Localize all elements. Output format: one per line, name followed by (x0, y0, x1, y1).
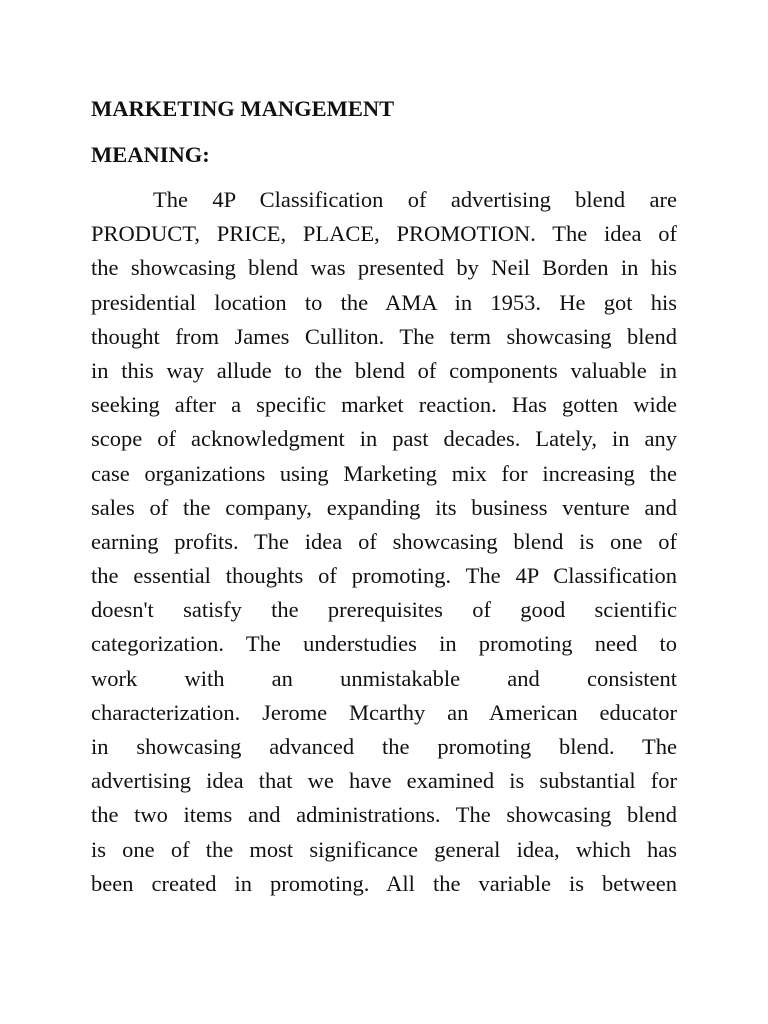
paragraph-line: the essential thoughts of promoting. The 4P Classification (91, 563, 677, 589)
paragraph-line: presidential location to the AMA in 1953. He got his (91, 289, 677, 315)
paragraph-line: scope of acknowledgment in past decades. Lately, in any (91, 426, 677, 452)
paragraph-line: case organizations using Marketing mix for increasing the (91, 460, 677, 486)
paragraph-line: the two items and administrations. The showcasing blend (91, 802, 677, 828)
paragraph-line: advertising idea that we have examined is substantial for (91, 768, 677, 794)
paragraph-line: work with an unmistakable and consistent (91, 665, 677, 691)
section-heading: MEANING: (91, 142, 210, 167)
paragraph-line: is one of the most significance general idea, which has (91, 836, 677, 862)
paragraph-line: the showcasing blend was presented by Neil Borden in his (91, 255, 677, 281)
paragraph-line: thought from James Culliton. The term showcasing blend (91, 323, 677, 349)
paragraph-line: PRODUCT, PRICE, PLACE, PROMOTION. The idea of (91, 221, 677, 247)
paragraph-line: sales of the company, expanding its business venture and (91, 494, 677, 520)
paragraph-line: earning profits. The idea of showcasing blend is one of (91, 528, 677, 554)
body-paragraph (91, 183, 677, 901)
paragraph-line: The 4P Classification of advertising blend are (153, 187, 677, 212)
paragraph-line: seeking after a specific market reaction. Has gotten wide (91, 392, 677, 418)
paragraph-line: in showcasing advanced the promoting blend. The (91, 734, 677, 759)
paragraph-line: characterization. Jerome Mcarthy an American educator (91, 699, 677, 725)
document-page (91, 92, 677, 901)
document-title: MARKETING MANGEMENT (91, 96, 395, 121)
paragraph-line: categorization. The understudies in promoting need to (91, 631, 677, 657)
paragraph-line: doesn't satisfy the prerequisites of good scientific (91, 597, 677, 623)
paragraph-line: been created in promoting. All the variable is between (91, 870, 677, 896)
paragraph-line: in this way allude to the blend of components valuable in (91, 357, 677, 383)
